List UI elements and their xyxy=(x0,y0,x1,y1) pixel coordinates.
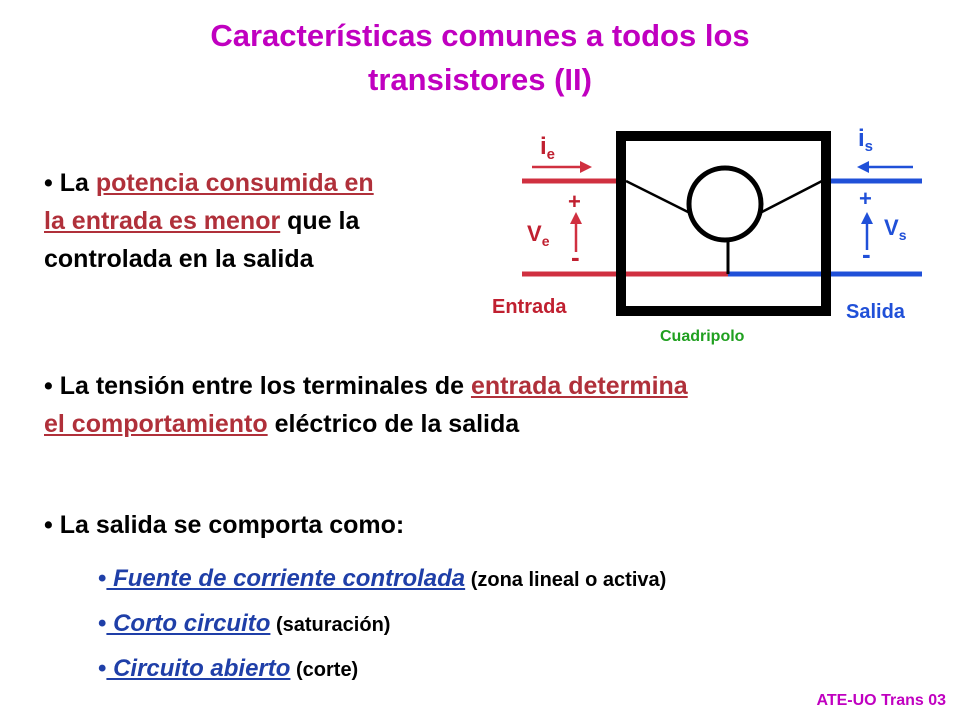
sub-bullet-dot: • xyxy=(98,565,107,592)
sub-bullet-dot: • xyxy=(98,655,107,682)
vs-minus: - xyxy=(862,239,871,269)
slide-footer: ATE-UO Trans 03 xyxy=(816,692,946,709)
ie-label: $i_e$ xyxy=(540,133,556,163)
bullet-power-post: que la xyxy=(280,207,360,235)
transistor-circle xyxy=(689,168,761,240)
mode-note-current-source: (zona lineal o activa) xyxy=(465,569,667,591)
bullet-voltage-highlight-2: el comportamiento xyxy=(44,410,268,438)
entrada-label: Entrada xyxy=(492,296,567,318)
bullet-power-line-3: controlada en la salida xyxy=(44,245,314,273)
list-item xyxy=(98,647,918,692)
bullet-dot: • xyxy=(44,511,53,539)
is-arrow-icon xyxy=(857,161,869,173)
mode-note-open-circuit: (corte) xyxy=(290,659,359,681)
bullet-dot: • xyxy=(44,372,53,400)
ie-arrow-icon xyxy=(580,161,592,173)
list-item xyxy=(98,602,918,647)
bullet-voltage-pre: La tensión entre los terminales de xyxy=(52,372,471,400)
internal-lead-left xyxy=(626,181,690,213)
bullet-power-pre: La xyxy=(52,169,96,197)
bullet-voltage-highlight-1: entrada determina xyxy=(470,372,688,400)
output-modes-list xyxy=(98,557,918,692)
vs-plus: + xyxy=(859,186,872,211)
ve-plus: + xyxy=(568,189,581,214)
bullet-voltage xyxy=(44,367,924,443)
mode-label-current-source: Fuente de corriente controlada xyxy=(106,565,466,592)
mode-label-short-circuit: Corto circuito xyxy=(106,610,271,637)
vs-label: $V_s$ xyxy=(884,215,907,243)
mode-note-short-circuit: (saturación) xyxy=(270,614,391,636)
salida-label: Salida xyxy=(846,301,905,323)
internal-lead-right xyxy=(760,181,822,213)
bullet-power-highlight-1: potencia consumida en xyxy=(95,169,374,197)
bullet-power-highlight-2: la entrada es menor xyxy=(44,207,281,235)
vs-arrow-icon xyxy=(861,212,873,224)
title-line-1: Características comunes a todos los xyxy=(210,18,750,53)
bullet-output-text: La salida se comporta como: xyxy=(52,511,405,539)
ve-label: $V_e$ xyxy=(527,221,550,249)
sub-bullet-dot: • xyxy=(98,610,107,637)
cuadripolo-label: Cuadripolo xyxy=(660,328,745,345)
list-item xyxy=(98,557,918,602)
bullet-output-behaviour xyxy=(44,506,924,544)
mode-label-open-circuit: Circuito abierto xyxy=(106,655,291,682)
ve-minus: - xyxy=(571,242,580,272)
bullet-dot: • xyxy=(44,169,53,197)
is-label: $i_s$ xyxy=(858,125,874,155)
bullet-voltage-post: eléctrico de la salida xyxy=(267,410,520,438)
title-line-2: transistores (II) xyxy=(368,62,592,97)
